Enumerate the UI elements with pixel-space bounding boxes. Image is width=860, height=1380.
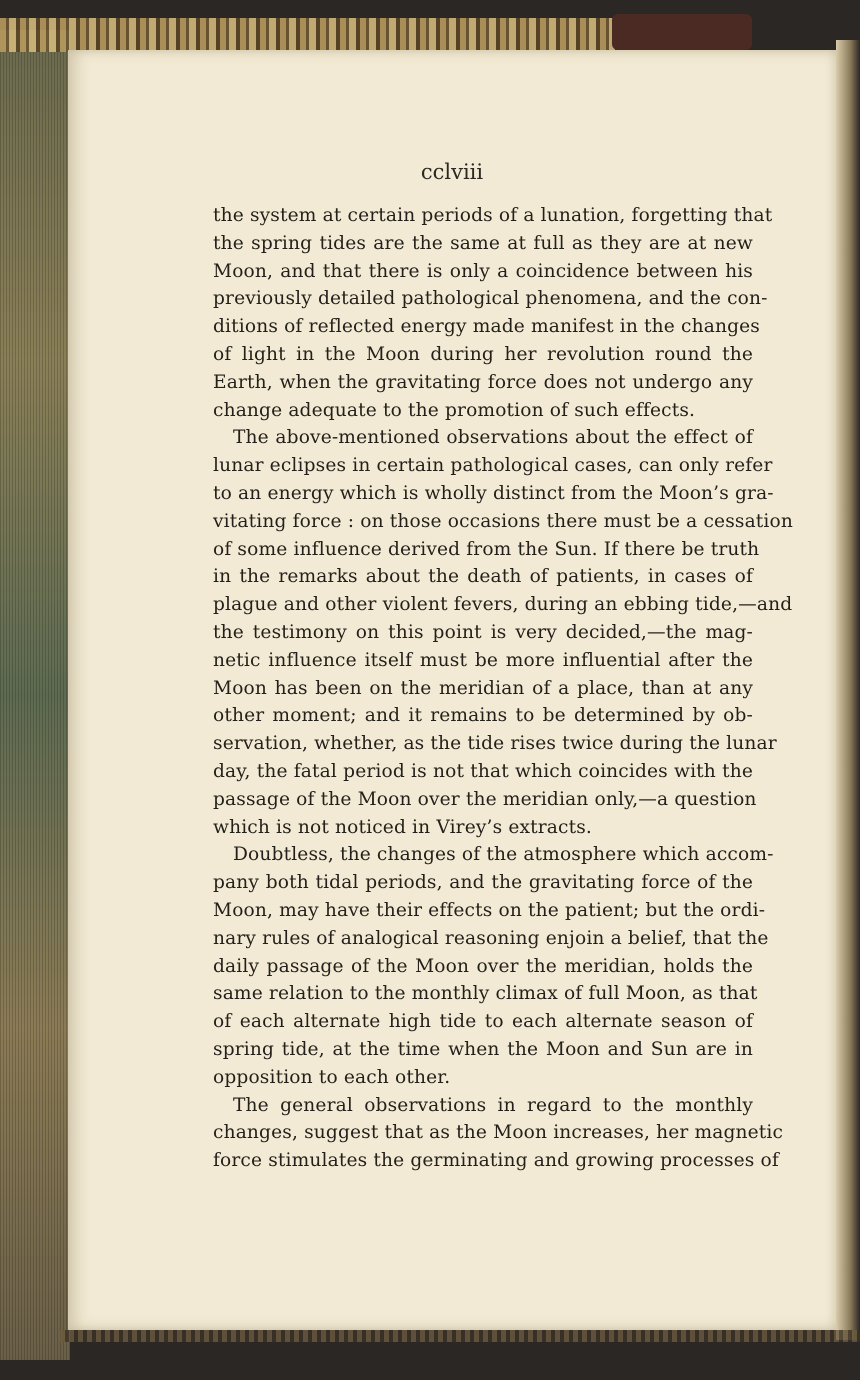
text-line: servation, whether, as the tide rises twice during the lunar: [213, 733, 777, 755]
book-right-edge: [836, 40, 860, 1340]
text-line: netic influence itself must be more influential after the: [213, 649, 753, 671]
book-page-edges: [0, 30, 70, 1360]
text-line: of each alternate high tide to each alternate season of: [213, 1011, 753, 1033]
text-line: the system at certain periods of a lunation, forgetting that: [213, 205, 773, 226]
paragraph: [213, 424, 793, 841]
text-line: Doubtless, the changes of the atmosphere which accom-: [233, 844, 774, 866]
text-line: plague and other violent fevers, during an ebbing tide,—and: [213, 594, 793, 616]
text-line: of some influence derived from the Sun. If there be truth: [213, 538, 760, 560]
text-line: change adequate to the promotion of such effects.: [213, 399, 696, 421]
text-line: lunar eclipses in certain pathological cases, can only refer: [213, 455, 773, 477]
text-line: Earth, when the gravitating force does not undergo any: [213, 371, 753, 393]
text-line: which is not noticed in Virey’s extracts.: [213, 816, 592, 838]
paragraph: [213, 1092, 784, 1175]
text-line: Moon, and that there is only a coincidence between his: [213, 260, 753, 282]
text-line: daily passage of the Moon over the meridian, holds the: [213, 955, 753, 977]
text-line: to an energy which is wholly distinct from the Moon’s gra-: [213, 482, 774, 504]
text-line: the testimony on this point is very decided,—the mag-: [213, 621, 753, 643]
text-line: passage of the Moon over the meridian only,—a question: [213, 788, 757, 810]
book-page: [68, 50, 836, 1330]
text-line: other moment; and it remains to be determined by ob-: [213, 705, 753, 727]
text-line: of light in the Moon during her revolution round the: [213, 343, 753, 365]
text-line: same relation to the monthly climax of full Moon, as that: [213, 983, 758, 1005]
page-number: cclviii: [420, 160, 484, 184]
text-line: nary rules of analogical reasoning enjoin a belief, that the: [213, 927, 769, 949]
text-line: Moon, may have their effects on the patient; but the ordi-: [213, 899, 766, 921]
paragraph: [213, 202, 773, 424]
text-line: in the remarks about the death of patients, in cases of: [213, 566, 753, 588]
text-line: ditions of reflected energy made manifest in the changes: [213, 316, 760, 338]
text-line: Moon has been on the meridian of a place, than at any: [213, 677, 753, 699]
text-line: changes, suggest that as the Moon increases, her magnetic: [213, 1122, 784, 1144]
paragraph: [213, 841, 774, 1091]
text-line: vitating force : on those occasions there must be a cessation: [213, 510, 793, 532]
body-text: [213, 202, 793, 1175]
text-line: the spring tides are the same at full as they are at new: [213, 232, 753, 254]
text-line: spring tide, at the time when the Moon and Sun are in: [213, 1038, 753, 1060]
text-line: day, the fatal period is not that which coincides with the: [213, 760, 753, 782]
bottom-binding-strip: [60, 1330, 860, 1342]
text-line: previously detailed pathological phenomena, and the con-: [213, 288, 768, 310]
decorative-gilt-border: [0, 18, 615, 52]
book-binding-leather: [612, 14, 752, 50]
text-line: force stimulates the germinating and growing processes of: [213, 1150, 779, 1172]
text-line: opposition to each other.: [213, 1066, 451, 1088]
text-line: The above-mentioned observations about the effect of: [233, 427, 753, 449]
text-line: pany both tidal periods, and the gravitating force of the: [213, 872, 753, 894]
text-line: The general observations in regard to the monthly: [233, 1094, 753, 1116]
